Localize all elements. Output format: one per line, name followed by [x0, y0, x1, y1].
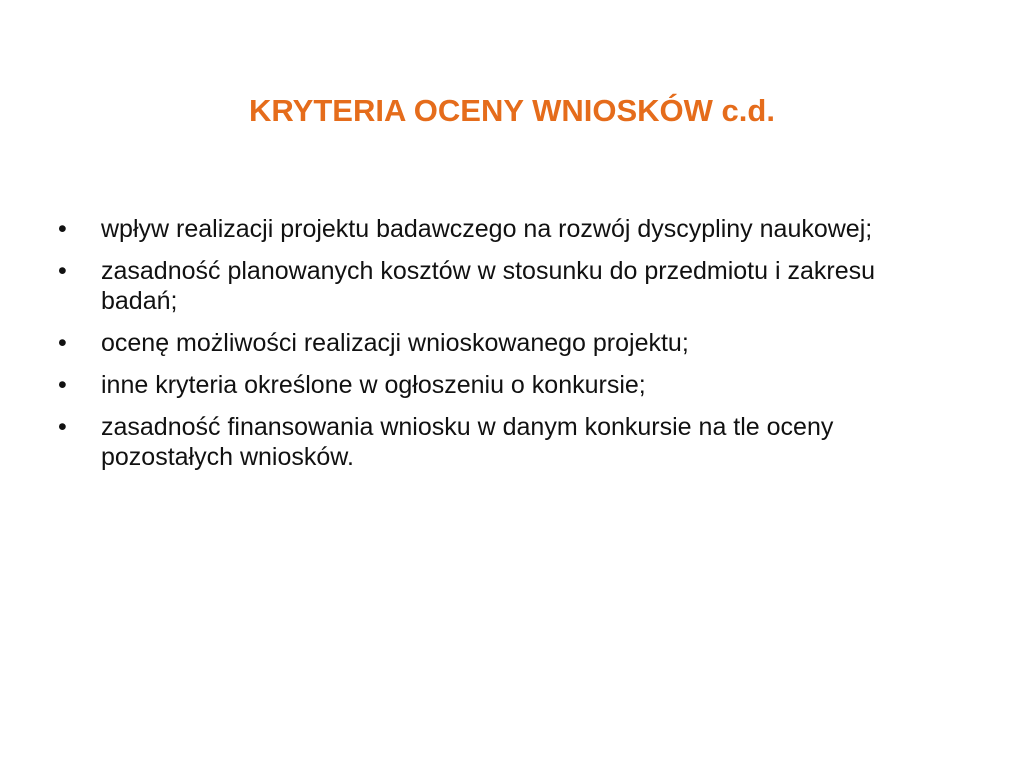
bullet-item [58, 328, 958, 358]
bullet-item [58, 214, 958, 244]
slide-title: KRYTERIA OCENY WNIOSKÓW c.d. [249, 93, 775, 128]
bullet-item [58, 370, 958, 400]
bullet-dot-icon: • [58, 257, 67, 285]
bullet-dot-icon: • [58, 215, 67, 243]
bullet-item [58, 256, 958, 316]
bullet-item [58, 412, 958, 472]
bullet-list [58, 214, 958, 484]
bullet-text: zasadność finansowania wniosku w danym konkursie na tle oceny pozostałych wniosków. [101, 413, 834, 471]
bullet-text: ocenę możliwości realizacji wnioskowanego projektu; [101, 329, 689, 357]
bullet-dot-icon: • [58, 371, 67, 399]
bullet-text: inne kryteria określone w ogłoszeniu o konkursie; [101, 371, 646, 399]
bullet-text: zasadność planowanych kosztów w stosunku do przedmiotu i zakresu badań; [101, 257, 876, 315]
bullet-dot-icon: • [58, 329, 67, 357]
bullet-text: wpływ realizacji projektu badawczego na rozwój dyscypliny naukowej; [101, 215, 873, 243]
bullet-dot-icon: • [58, 413, 67, 441]
